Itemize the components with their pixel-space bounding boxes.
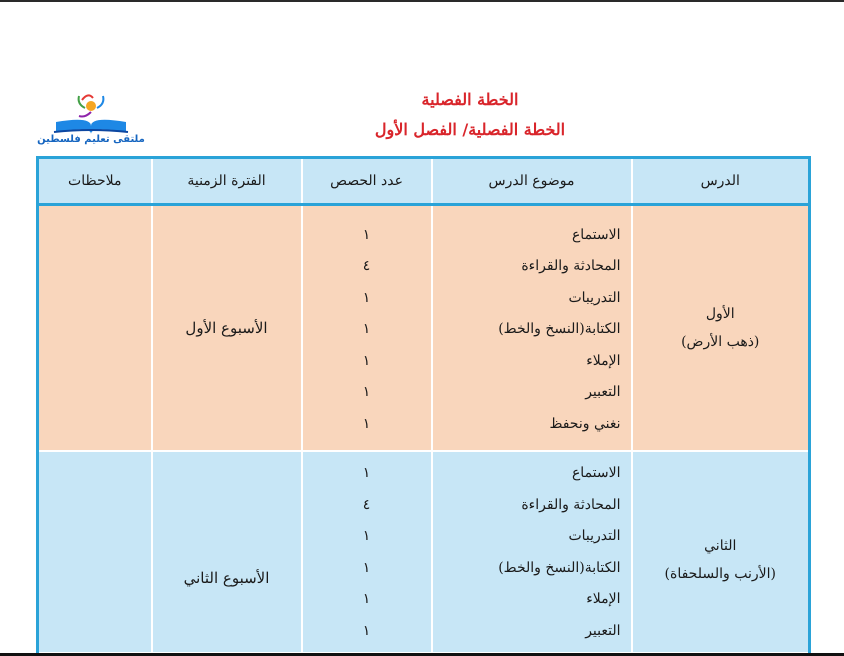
topic-item: المحادثة والقراءة bbox=[521, 496, 621, 513]
topic-item: الاستماع bbox=[571, 465, 621, 481]
header-period: الفترة الزمنية bbox=[152, 158, 302, 205]
topic-item: نغني ونحفظ bbox=[549, 415, 621, 432]
count-item: ١ bbox=[362, 226, 371, 243]
count-item: ٤ bbox=[362, 258, 371, 275]
counts-cell bbox=[302, 205, 432, 452]
lesson-name: الثاني bbox=[704, 538, 737, 554]
period-cell bbox=[152, 451, 302, 653]
notes-cell bbox=[38, 205, 152, 452]
count-item: ١ bbox=[362, 591, 371, 607]
count-item: ١ bbox=[362, 559, 371, 576]
top-border-line bbox=[0, 0, 844, 2]
count-item: ١ bbox=[362, 415, 371, 432]
lesson-cell bbox=[632, 451, 810, 653]
logo-text: ملتقى تعليم فلسطين bbox=[37, 134, 145, 145]
topic-item: التدريبات bbox=[568, 528, 621, 544]
table-header-row bbox=[38, 158, 810, 205]
header-topic: موضوع الدرس bbox=[432, 158, 632, 205]
header-count: عدد الحصص bbox=[302, 158, 432, 205]
lesson-title: (ذهب الأرض) bbox=[681, 334, 760, 350]
lesson-title: (الأرنب والسلحفاة) bbox=[664, 566, 776, 582]
count-item: ١ bbox=[362, 465, 371, 481]
count-item: ١ bbox=[362, 321, 371, 338]
lesson-cell bbox=[632, 205, 810, 452]
topic-item: الكتابة(النسخ والخط) bbox=[498, 559, 621, 576]
topic-item: التعبير bbox=[585, 622, 621, 639]
header-lesson: الدرس bbox=[632, 158, 810, 205]
topic-item: الكتابة(النسخ والخط) bbox=[498, 321, 621, 338]
count-item: ١ bbox=[362, 289, 371, 306]
topics-cell bbox=[432, 451, 632, 653]
period-cell: الأسبوع الأول bbox=[152, 205, 302, 452]
table-row bbox=[38, 451, 810, 653]
semester-plan-table bbox=[36, 156, 811, 654]
count-item: ١ bbox=[362, 622, 371, 639]
topic-item: الاستماع bbox=[571, 226, 621, 243]
count-item: ١ bbox=[362, 384, 371, 401]
count-item: ١ bbox=[362, 352, 371, 369]
header-notes: ملاحظات bbox=[38, 158, 152, 205]
topics-cell bbox=[432, 205, 632, 452]
topic-item: الإملاء bbox=[586, 352, 621, 369]
counts-cell bbox=[302, 451, 432, 653]
page-title: الخطة الفصلية bbox=[421, 90, 519, 109]
count-item: ٤ bbox=[362, 496, 371, 513]
topic-item: التدريبات bbox=[568, 289, 621, 306]
topic-item: المحادثة والقراءة bbox=[521, 258, 621, 275]
topic-item: التعبير bbox=[585, 384, 621, 401]
count-item: ١ bbox=[362, 528, 371, 544]
period-text: الأسبوع الثاني bbox=[183, 569, 270, 587]
table-row bbox=[38, 205, 810, 452]
notes-cell bbox=[38, 451, 152, 653]
lesson-name: الأول bbox=[705, 306, 735, 322]
topic-item: الإملاء bbox=[586, 591, 621, 607]
page-subtitle: الخطة الفصلية/ الفصل الأول bbox=[374, 120, 566, 139]
